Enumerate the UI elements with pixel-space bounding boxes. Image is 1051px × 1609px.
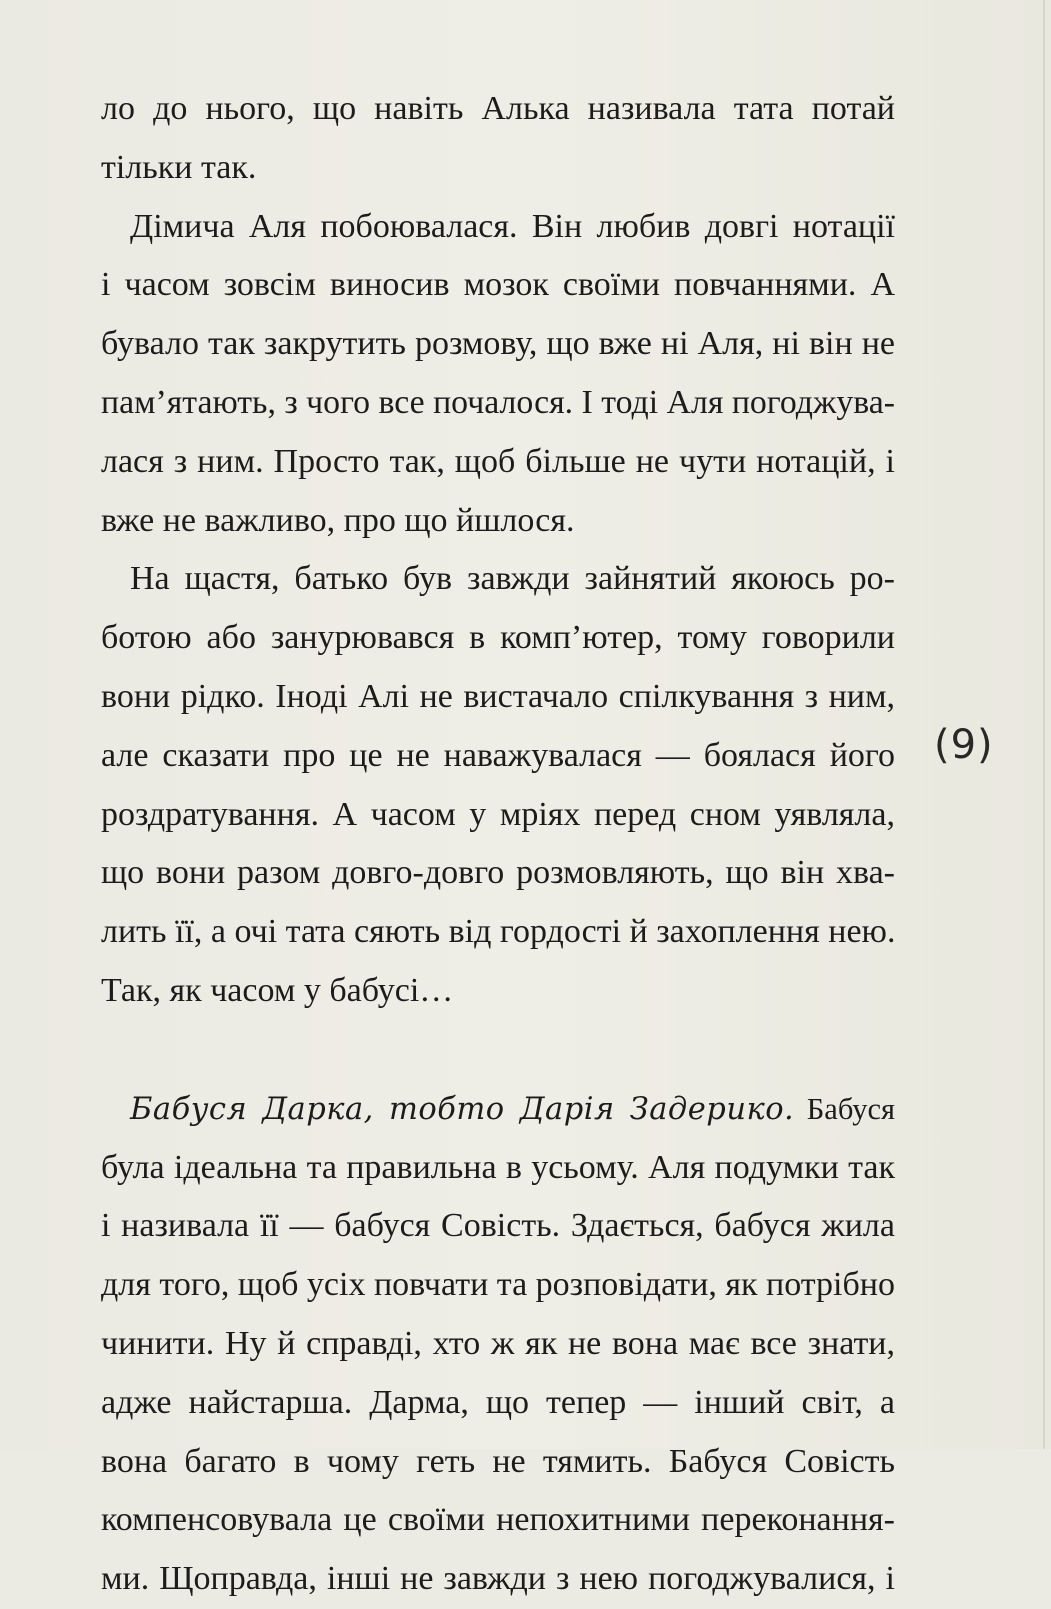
text-line: для того, щоб усіх повчати та розповідати, як потрібно: [101, 1266, 895, 1304]
text-line: тільки так.: [101, 148, 257, 186]
text-line: і часом зовсім виносив мозок своїми повчаннями. А: [101, 266, 895, 304]
text-fragment: Бабуся: [806, 1091, 896, 1126]
text-line: [101, 1080, 895, 1139]
character-name-heading: Бабуся Дарка, тобто Дарія Задерико.: [130, 1091, 795, 1127]
text-line: вона багато в чому геть не тямить. Бабуся Совість: [101, 1442, 895, 1480]
section-break: [101, 1021, 895, 1080]
text-line: Дімича Аля побоювалася. Він любив довгі нотації: [130, 207, 895, 245]
text-line: На щастя, батько був завжди зайнятий якоюсь ро-: [130, 560, 895, 598]
text-line: що вони разом довго-довго розмовляють, що він хва-: [101, 854, 895, 892]
text-line: Так, як часом у бабусі…: [101, 971, 454, 1009]
text-line: вони рідко. Іноді Алі не вистачало спілкування з ним,: [101, 677, 895, 715]
text-line: лить її, а очі тата сяють від гордості й захоплення нею.: [101, 913, 896, 951]
text-line: ло до нього, що навіть Алька називала тата потай: [101, 90, 895, 127]
text-line: чинити. Ну й справді, хто ж як не вона має все знати,: [101, 1324, 895, 1362]
text-line: роздратування. А часом у мріях перед сном уявляла,: [101, 795, 895, 833]
text-line: лася з ним. Просто так, щоб більше не чути нотацій, і: [101, 442, 895, 480]
text-line: ботою або занурювався в комп’ютер, тому говорили: [101, 619, 895, 657]
text-line: але сказати про це не наважувалася — боялася його: [101, 736, 895, 774]
text-line: пам’ятають, з чого все почалося. І тоді Аля погоджува-: [101, 383, 895, 421]
text-line: вже не важливо, про що йшлося.: [101, 501, 575, 539]
text-line: адже найстарша. Дарма, що тепер — інший світ, а: [101, 1383, 895, 1421]
page-edge-shadow: [1043, 0, 1045, 1449]
text-line: була ідеальна та правильна в усьому. Аля подумки так: [101, 1148, 895, 1186]
body-text: [101, 80, 895, 1609]
text-line: компенсовувала це своїми непохитними переконання-: [101, 1501, 895, 1539]
page-number: (9): [934, 722, 994, 768]
text-line: бувало так закрутить розмову, що вже ні Аля, ні він не: [101, 325, 895, 363]
text-line: ми. Щоправда, інші не завжди з нею погоджувалися, і: [101, 1560, 895, 1598]
text-line: і називала її — бабуся Совість. Здається, бабуся жила: [101, 1207, 895, 1245]
